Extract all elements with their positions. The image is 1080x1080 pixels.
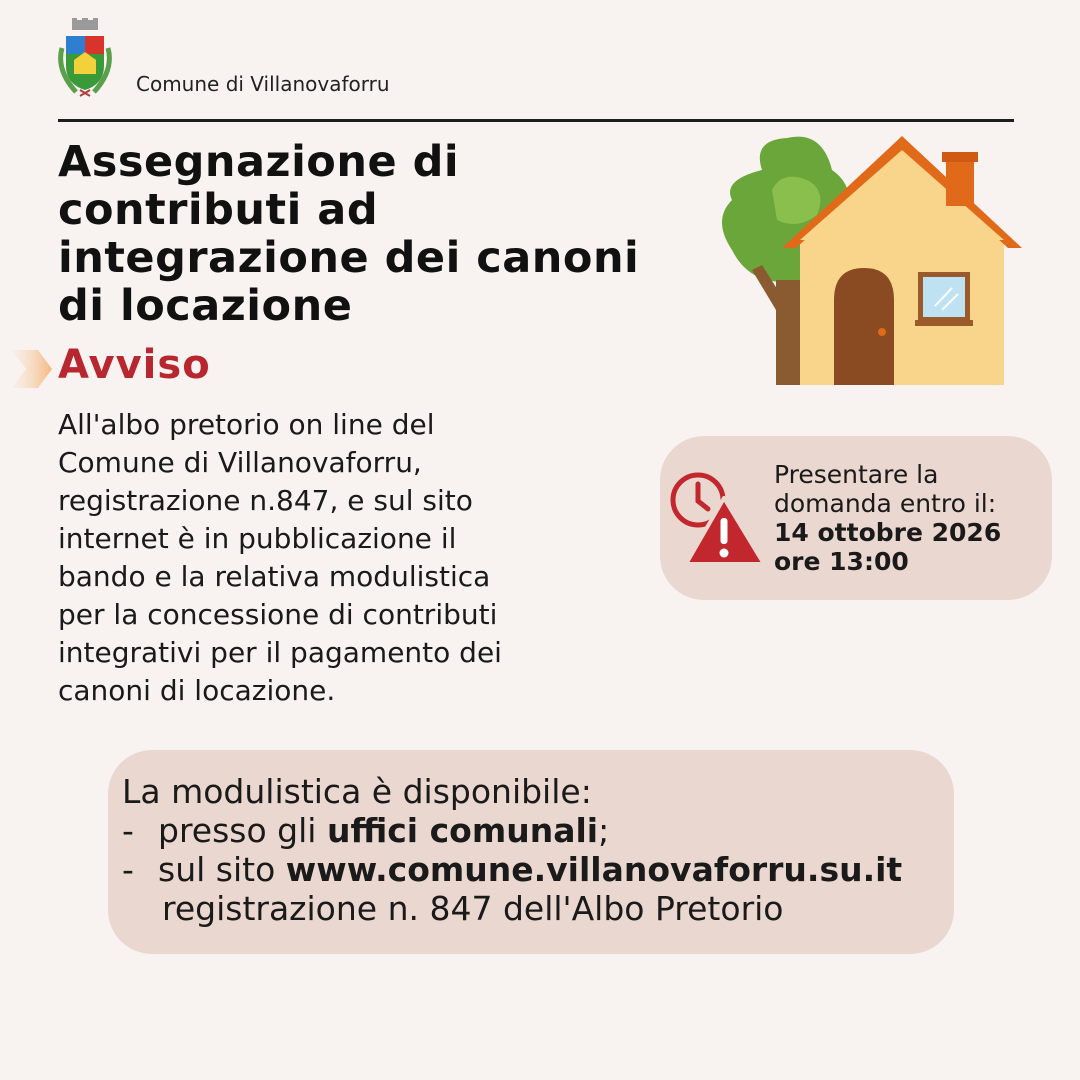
deadline-date: 14 ottobre 2026 [774,518,1002,547]
municipality-crest-icon [56,18,114,98]
item-text: sul sito [158,850,276,889]
notice-line: canoni di locazione. [58,674,336,707]
availability-item-continuation: registrazione n. 847 dell'Albo Pretorio [162,889,784,928]
list-dash: - [122,811,134,850]
title-line: Assegnazione di [58,137,460,187]
deadline-time: ore 13:00 [774,547,909,576]
offices-label: uffici comunali [326,811,599,850]
item-text: presso gli [158,811,317,850]
deadline-line: Presentare la [774,460,939,489]
house-illustration [712,130,1032,390]
item-suffix: ; [598,811,610,850]
notice-line: integrativi per il pagamento dei [58,636,502,669]
clock-warning-icon [668,468,766,568]
deadline-text [774,460,1044,576]
availability-item [122,850,952,889]
header-divider [58,119,1014,122]
title-line: integrazione dei canoni [58,233,640,283]
availability-text [122,772,952,928]
notice-line: registrazione n.847, e sul sito [58,484,473,517]
page-title [58,138,698,330]
municipality-name: Comune di Villanovaforru [136,72,390,96]
notice-line: per la concessione di contributi [58,598,498,631]
title-line: contributi ad [58,185,379,235]
title-line: di locazione [58,281,353,331]
notice-line: internet è in pubblicazione il [58,522,457,555]
deadline-line: domanda entro il: [774,489,997,518]
notice-heading: Avviso [58,342,211,388]
notice-body [58,406,618,710]
notice-line: Comune di Villanovaforru, [58,446,422,479]
availability-intro: La modulistica è disponibile: [122,772,592,811]
list-dash: - [122,850,134,889]
availability-item [122,811,952,850]
chevron-right-icon [12,350,52,388]
notice-line: All'albo pretorio on line del [58,408,435,441]
website-link[interactable]: www.comune.villanovaforru.su.it [285,850,903,889]
notice-line: bando e la relativa modulistica [58,560,491,593]
